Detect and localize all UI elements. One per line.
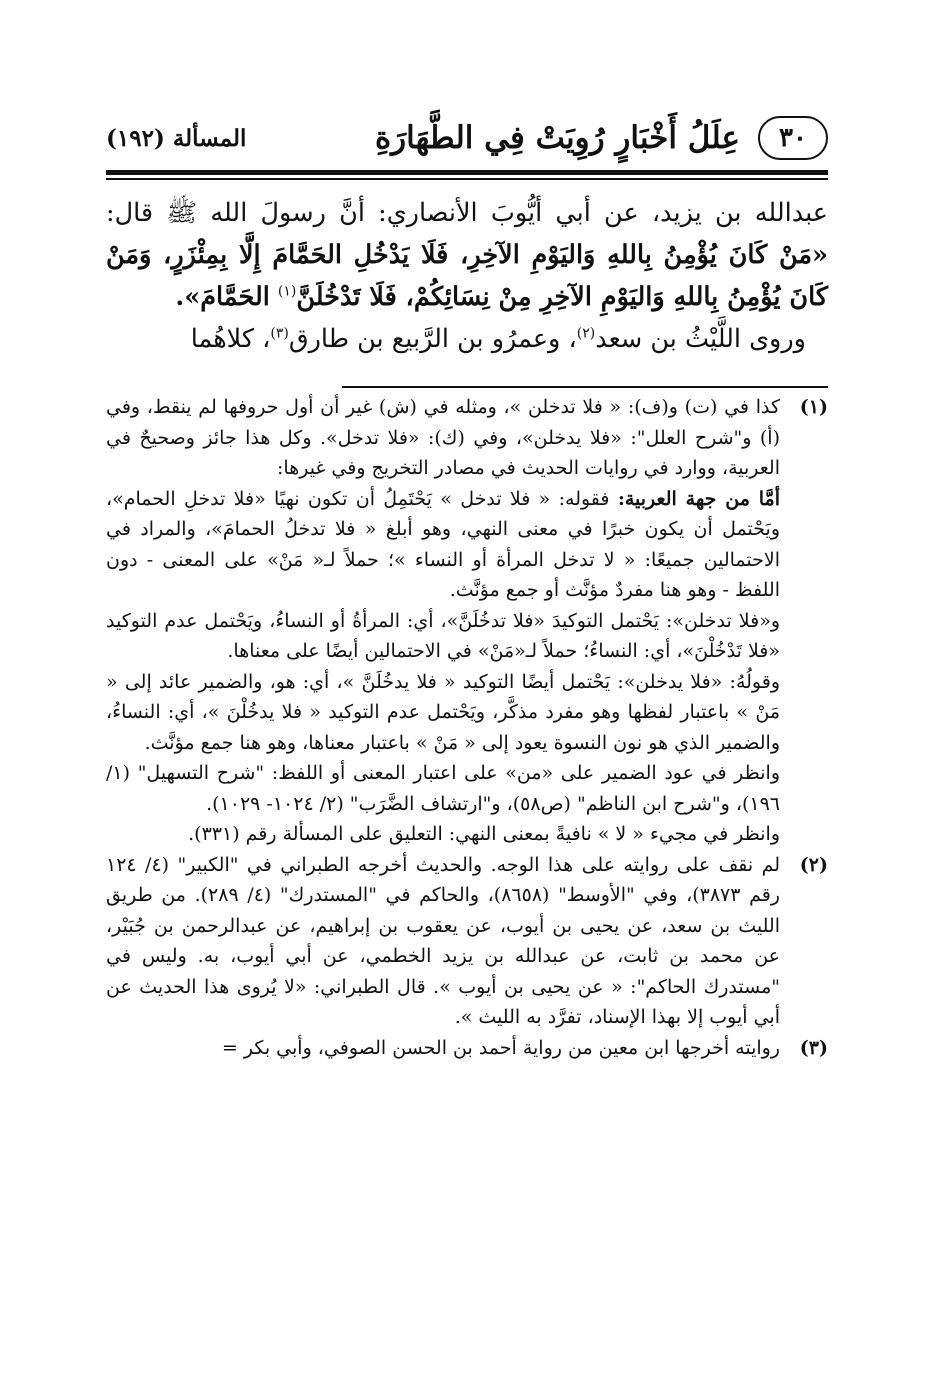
- footnote-ref-2: (٢): [576, 325, 596, 342]
- page-number: ٣٠: [758, 116, 828, 160]
- footnote-number: (٣): [799, 1036, 828, 1059]
- footnote-paragraph: أمَّا من جهة العربية: فقوله: « فلا تدخل » يَحْتَمِلُ أن تكون نهيًا «فلا تدخلِ الحمام»، ويَحْتمل أن يكون خبرًا في معنى النهي، وهو أبلغ « فلا تدخلُ الحمامَ»، والمراد في الاحتمالين جميعًا: « لا تدخل المرأة أو النساء »؛ حملاً لـ« مَنْ» على المعنى - دون اللفظ - وهو هنا مفردٌ مؤنَّث أو جمع مؤنَّث.: [106, 487, 781, 601]
- header-rule-thin: [106, 178, 828, 180]
- main-text: [106, 192, 828, 360]
- footnote-number: (٢): [799, 853, 828, 876]
- page-header: [106, 112, 828, 164]
- footnote-heading: أمَّا من جهة العربية:: [617, 487, 781, 510]
- footnote-3: [106, 1033, 828, 1064]
- footnote-ref-3: (٣): [270, 325, 289, 342]
- footnote-paragraph: و«فلا تدخلن»: يَحْتمل التوكيدَ «فلا تدخُلَنَّ»، أي: المرأةُ أو النساءُ، ويَحْتمل عدم التوكيد «فلا تَدْخُلْنَ»، أي: النساءُ؛ حملاً لـ«مَنْ» في الاحتمالين أيضًا على معناها.: [106, 609, 780, 662]
- footnote-paragraph: لم نقف على روايته على هذا الوجه. والحديث أخرجه الطبراني في "الكبير" (٤/ ١٢٤ رقم ٣٨٧٣)، وفي "الأوسط" (٨٦٥٨)، والحاكم في "المستدرك" (٤/ ٢٨٩). من طريق الليث بن سعد، عن يحيى بن أيوب، عن يعقوب بن إبراهيم، عن عبدالرحمن بن جُبَيْر، عن محمد بن ثابت، عن عبدالله بن يزيد الخطمي، عن أبي أيوب، به. وليس في "مستدرك الحاكم": « عن يحيى بن أيوب ». قال الطبراني: «لا يُروى هذا الحديث عن أبي أيوب إلا بهذا الإسناد، تفرَّد به الليث ».: [106, 853, 780, 1028]
- footnote-paragraph: وانظر في مجيء « لا » نافيةً بمعنى النهي: التعليق على المسألة رقم (٣٣١).: [188, 823, 780, 845]
- footnotes: [106, 392, 828, 1063]
- footnote-paragraph: وانظر في عود الضمير على «من» على اعتبار المعنى أو اللفظ: "شرح التسهيل" (١/ ١٩٦)، و"شرح ابن الناظم" (ص٥٨)، و"ارتشاف الضَّرَب" (٢/ ١٠٢٤- ١٠٢٩).: [106, 762, 780, 815]
- footnote-separator: [342, 386, 828, 388]
- footnote-number: (١): [799, 396, 828, 418]
- footnote-paragraph: روايته أخرجها ابن معين من رواية أحمد بن الحسن الصوفي، وأبي بكر =: [221, 1036, 780, 1059]
- hadith-text: «مَنْ كَانَ يُؤْمِنُ بِاللهِ وَاليَوْمِ الآخِرِ، فَلَا يَدْخُلِ الحَمَّامَ إِلَّا بِمِئْزَرٍ، وَمَنْ كَانَ يُؤْمِنُ بِاللهِ وَاليَوْمِ الآخِرِ مِنْ نِسَائِكُمْ، فَلَا تَدْخُلَنَّ: [106, 240, 828, 312]
- footnote-2: [106, 850, 828, 1033]
- narrators-paragraph: وروى اللَّيْثُ بن سعد$^{(٢)}$، وعمرُو بن الرَّبيع بن طارق$^{(٣)}$، كلاهُما: [190, 324, 806, 354]
- footnote-ref-1: (١): [277, 283, 297, 300]
- book-title: عِلَلُ أَخْبَارٍ رُوِيَتْ فِي الطَّهَارَةِ: [374, 120, 740, 156]
- footnote-1: [106, 392, 828, 850]
- main-paragraph: [106, 192, 828, 318]
- footnote-paragraph: وقولُهُ: «فلا يدخلن»: يَحْتمل أيضًا التوكيد « فلا يدخُلَنَّ »، أي: هو، والضمير عائد إلى « مَنْ » باعتبار لفظها وهو مفرد مذكَّر، ويَحْتمل عدم التوكيد « فلا يدخُلْنَ »، أي: النساءُ، والضمير الذي هو نون النسوة يعود إلى « مَنْ » باعتبار معناها، وهو هنا جمع مؤنَّث.: [106, 670, 780, 754]
- header-rule-thick: [106, 170, 828, 175]
- hadith-text-end: الحَمَّامَ».: [175, 282, 270, 312]
- intro-text: عبدالله بن يزيد، عن أبي أيُّوبَ الأنصاري: أنَّ رسولَ الله ﷺ قال:: [106, 198, 828, 228]
- issue-label: المسألة (١٩٢): [106, 124, 247, 152]
- footnote-paragraph: كذا في (ت) و(ف): « فلا تدخلن »، ومثله في (ش) غير أن أول حروفها لم ينقط، وفي (أ) و"شرح العلل": «فلا يدخلن»، وفي (ك): «فلا تدخل». وكل هذا جائز وصحيحٌ في العربية، ووارد في روايات الحديث في مصادر التخريج وفي غيرها:: [106, 396, 780, 479]
